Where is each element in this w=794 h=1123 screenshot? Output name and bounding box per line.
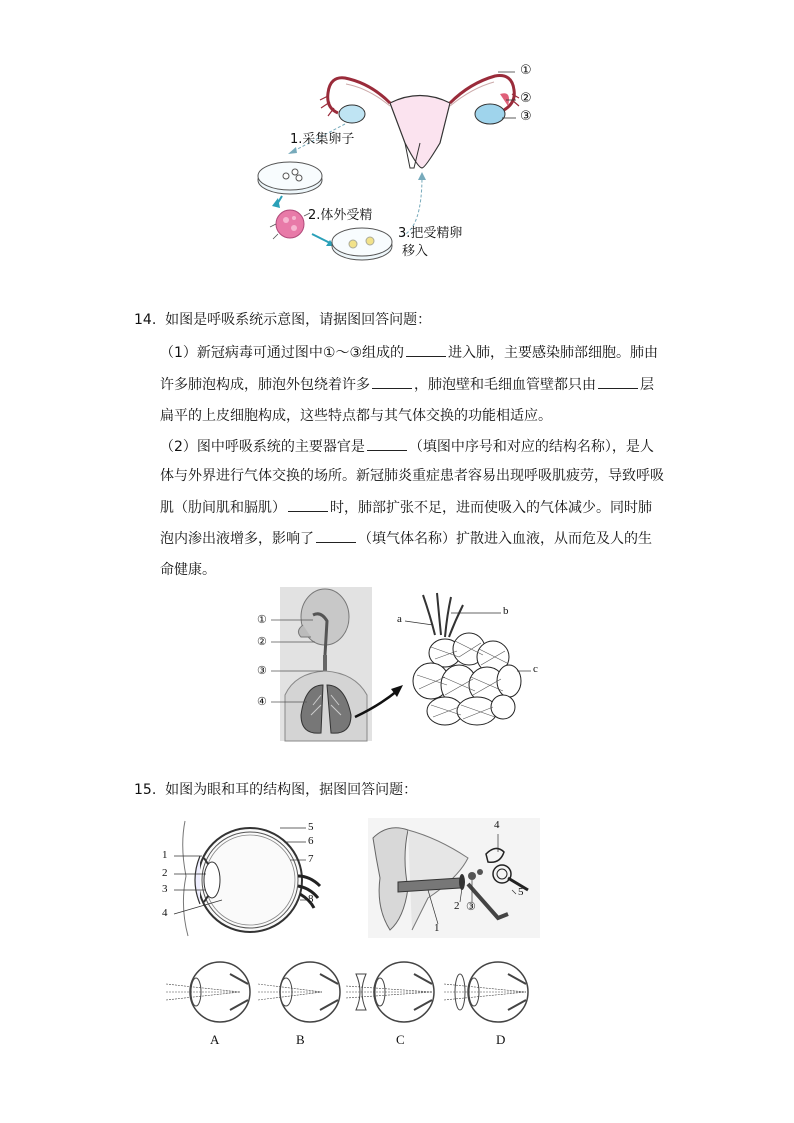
- eye-marker-1: 1: [162, 849, 168, 861]
- ear-marker-4: 4: [494, 819, 500, 831]
- q14-p1-line3: [160, 406, 552, 426]
- eye-marker-2: 2: [162, 867, 168, 879]
- vision-diagram: [160, 954, 544, 1030]
- ear-structure-figure: [368, 818, 540, 938]
- answer-blank[interactable]: [288, 497, 328, 512]
- resp-marker-4: ④: [257, 696, 267, 708]
- q14-text: （填图中序号和对应的结构名称），是人: [408, 439, 654, 455]
- step-3-label: 3.把受精卵: [398, 226, 463, 241]
- q15-stem: [134, 780, 417, 800]
- marker-2: ②: [520, 91, 532, 106]
- ear-marker-2: 2: [454, 900, 460, 912]
- answer-blank[interactable]: [406, 342, 446, 357]
- answer-blank[interactable]: [367, 436, 407, 451]
- lens-label-d: D: [496, 1032, 506, 1047]
- q14-p2-line2: [160, 466, 664, 486]
- answer-blank[interactable]: [598, 374, 638, 389]
- q15-number: 15.: [134, 782, 157, 798]
- lens-label-a: A: [210, 1032, 220, 1047]
- q14-text: 进入肺，主要感染肺部细胞。肺由: [448, 345, 659, 361]
- step-3-label-b: 移入: [402, 244, 429, 259]
- q14-text: （1）新冠病毒可通过图中①～③组成的: [160, 345, 405, 361]
- alveolus-marker-a: a: [397, 613, 402, 625]
- q14-number: 14.: [134, 312, 157, 328]
- eye-marker-8: 8: [308, 893, 314, 905]
- q14-stem-text: 如图是呼吸系统示意图，请据图回答问题：: [165, 312, 432, 328]
- eye-marker-3: 3: [162, 883, 168, 895]
- q14-text: 层: [640, 377, 654, 393]
- q14-p2-line5: [160, 560, 216, 580]
- q14-text: （2）图中呼吸系统的主要器官是: [160, 439, 365, 455]
- q14-text: 体与外界进行气体交换的场所。新冠肺炎重症患者容易出现呼吸肌疲劳，导致呼吸: [160, 468, 664, 484]
- alveolus-marker-c: c: [533, 663, 538, 675]
- q14-p1-line2: [160, 374, 654, 395]
- step-2-label: 2.体外受精: [308, 208, 373, 223]
- vision-correction-figure: [160, 954, 544, 1054]
- answer-blank[interactable]: [316, 528, 356, 543]
- ear-diagram: [368, 818, 540, 938]
- eye-marker-4: 4: [162, 907, 168, 919]
- q14-text: 泡内渗出液增多，影响了: [160, 531, 314, 547]
- respiratory-diagram: [255, 585, 540, 743]
- eye-marker-5: 5: [308, 821, 314, 833]
- resp-marker-2: ②: [257, 636, 267, 648]
- ivf-figure: [250, 58, 550, 268]
- eye-marker-6: 6: [308, 835, 314, 847]
- lens-label-c: C: [396, 1032, 405, 1047]
- resp-marker-3: ③: [257, 665, 267, 677]
- respiratory-figure: [255, 585, 540, 743]
- resp-marker-1: ①: [257, 614, 267, 626]
- q14-p1-line1: [160, 342, 658, 363]
- marker-1: ①: [520, 63, 532, 78]
- eye-marker-7: 7: [308, 853, 314, 865]
- q14-text: （填气体名称）扩散进入血液，从而危及人的生: [358, 531, 652, 547]
- q14-p2-line1: [160, 436, 654, 457]
- q14-text: 肌（肋间肌和膈肌）: [160, 500, 286, 516]
- q15-stem-text: 如图为眼和耳的结构图，据图回答问题：: [165, 782, 418, 798]
- q14-text: 命健康。: [160, 562, 216, 578]
- q14-text: ，肺泡壁和毛细血管壁都只由: [414, 377, 596, 393]
- q14-p2-line4: [160, 528, 652, 549]
- eye-structure-figure: [160, 816, 340, 944]
- ear-marker-1: 1: [434, 922, 440, 934]
- answer-blank[interactable]: [372, 374, 412, 389]
- q14-p2-line3: [160, 497, 652, 518]
- alveolus-marker-b: b: [503, 605, 509, 617]
- ear-marker-3: ③: [466, 901, 476, 913]
- q14-stem: [134, 310, 431, 330]
- ear-marker-5: 5: [518, 886, 524, 898]
- step-1-label: 1.采集卵子: [290, 132, 355, 147]
- marker-3: ③: [520, 109, 532, 124]
- q14-text: 许多肺泡构成，肺泡外包绕着许多: [160, 377, 370, 393]
- lens-label-b: B: [296, 1032, 305, 1047]
- q14-text: 时，肺部扩张不足，进而使吸入的气体减少。同时肺: [330, 500, 652, 516]
- q14-text: 扁平的上皮细胞构成，这些特点都与其气体交换的功能相适应。: [160, 408, 552, 424]
